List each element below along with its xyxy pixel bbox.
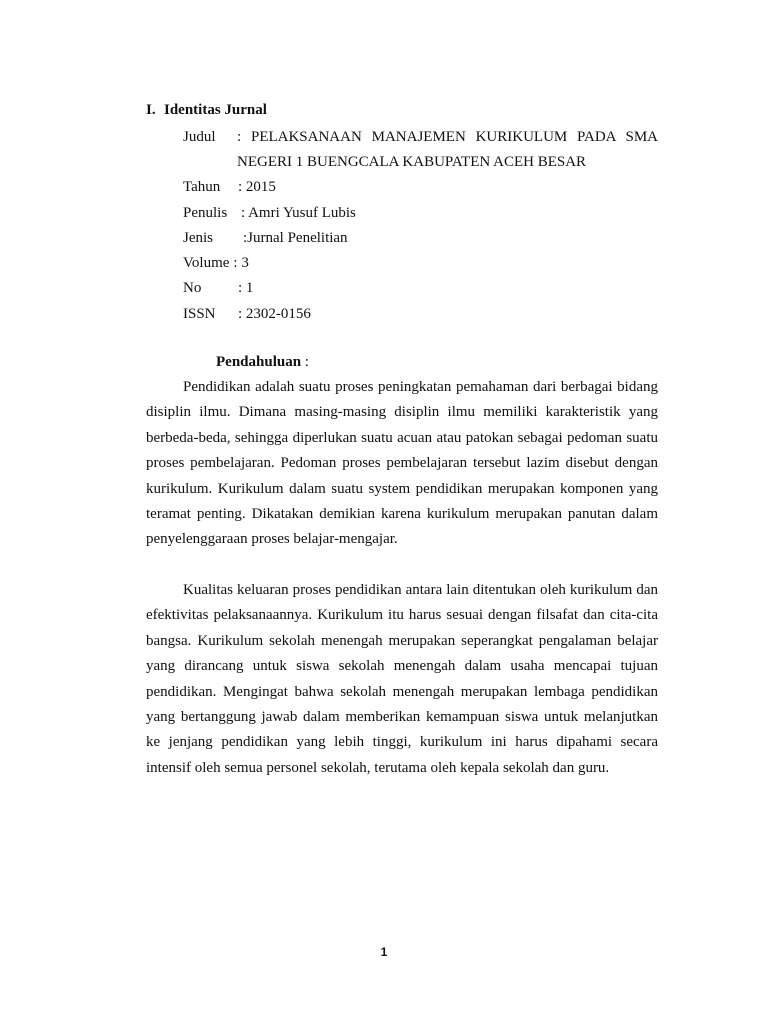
tahun-label: Tahun xyxy=(183,179,221,195)
issn-value: : 2302-0156 xyxy=(238,306,311,322)
page-number: 1 xyxy=(380,945,388,959)
section-heading xyxy=(146,100,267,120)
judul-row xyxy=(183,127,238,147)
penulis-row xyxy=(183,203,356,223)
no-value: : 1 xyxy=(238,280,254,296)
jenis-row xyxy=(183,228,348,248)
issn-row xyxy=(183,304,311,324)
penulis-label: Penulis xyxy=(183,205,228,221)
jenis-label: Jenis xyxy=(183,230,213,246)
judul-value-line1: : PELAKSANAAN MANAJEMEN KURIKULUM PADA SMA xyxy=(237,129,658,145)
paragraph-2 xyxy=(146,578,658,781)
volume-label: Volume xyxy=(183,255,230,271)
penulis-value: : Amri Yusuf Lubis xyxy=(241,205,356,221)
issn-label: ISSN xyxy=(183,306,216,322)
tahun-value: : 2015 xyxy=(238,179,276,195)
paragraph-2-text: Kualitas keluaran proses pendidikan antara lain ditentukan oleh kurikulum dan efektivitas pelaksanaannya. Kurikulum itu harus sesuai dengan filsafat dan cita-cita bangsa. Kurikulum sekolah menengah merupakan seperangkat pengalaman belajar yang dirancang untuk siswa sekolah menengah dalam usaha mencapai tujuan pendidikan. Mengingat bahwa sekolah menengah merupakan lembaga pendidikan yang bertanggung jawab dalam memberikan kemampuan siswa untuk melanjutkan ke jenjang pendidikan yang lebih tinggi, kurikulum ini harus dipahami secara intensif oleh semua personel sekolah, terutama oleh kepala sekolah dan guru. xyxy=(146,582,658,776)
pendahuluan-heading xyxy=(216,352,309,372)
jenis-value: :Jurnal Penelitian xyxy=(243,230,348,246)
judul-value-line2: NEGERI 1 BUENGCALA KABUPATEN ACEH BESAR xyxy=(237,154,587,170)
paragraph-1-text: Pendidikan adalah suatu proses peningkatan pemahaman dari berbagai bidang disiplin ilmu. Dimana masing-masing disiplin ilmu memiliki karakteristik yang berbeda-beda, sehingga diperlukan suatu acuan atau patokan sebagai pedoman suatu proses pembelajaran. Pedoman proses pembelajaran tersebut lazim disebut dengan kurikulum. Kurikulum dalam suatu system pendidikan merupakan komponen yang teramat penting. Dikatakan demikian karena kurikulum merupakan panutan dalam penyelenggaraan proses belajar-mengajar. xyxy=(146,379,658,548)
no-row xyxy=(183,278,253,298)
judul-label: Judul xyxy=(183,129,216,145)
volume-value: : 3 xyxy=(233,255,249,271)
pendahuluan-title: Pendahuluan xyxy=(216,354,302,370)
tahun-row xyxy=(183,177,276,197)
section-title: Identitas Jurnal xyxy=(164,102,267,118)
no-label: No xyxy=(183,280,202,296)
volume-row xyxy=(183,253,249,273)
section-number: I. xyxy=(146,102,156,118)
pendahuluan-colon: : xyxy=(301,354,309,370)
paragraph-1 xyxy=(146,375,658,553)
